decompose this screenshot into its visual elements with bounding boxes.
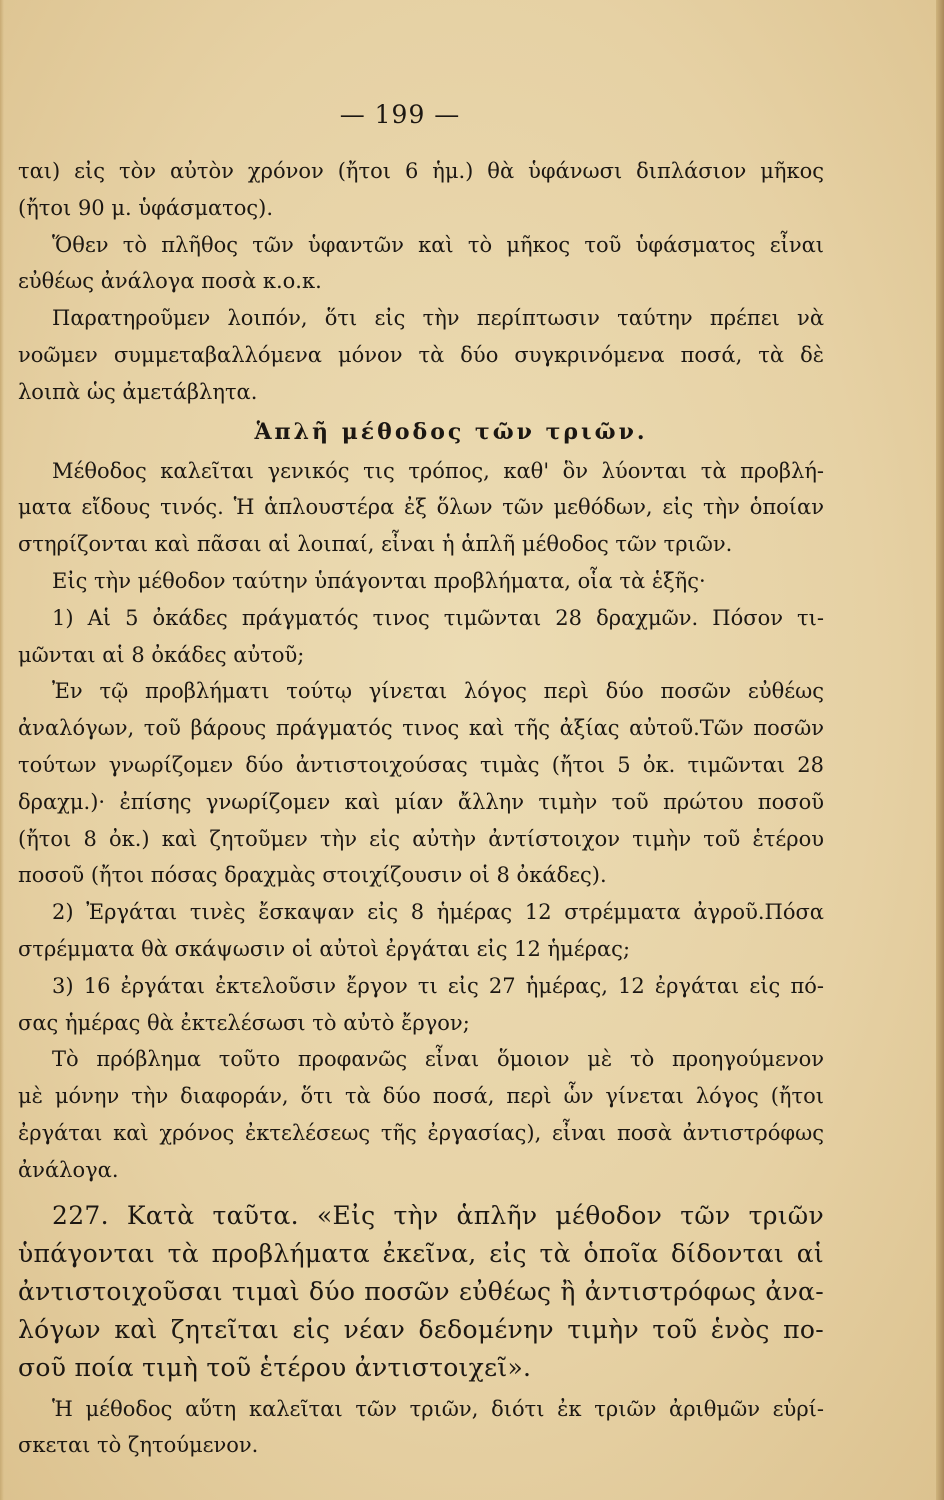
text-line: Μέθοδος καλεῖται γενικός τις τρόπος, καθ' ὃν λύονται τὰ προβλή- <box>52 458 824 483</box>
text-line: Τὸ πρόβλημα τοῦτο προφανῶς εἶναι ὅμοιον μὲ τὸ προηγούμενον <box>52 1047 824 1072</box>
text-line: (ἤτοι 8 ὀκ.) καὶ ζητοῦμεν τὴν εἰς αὐτὴν ἀντίστοιχον τιμὴν τοῦ ἑτέρου <box>18 826 824 851</box>
text-line: 2) Ἐργάται τινὲς ἔσκαψαν εἰς 8 ἡμέρας 12 στρέμματα ἀγροῦ.Πόσα <box>52 900 824 925</box>
text-line: Ὅθεν τὸ πλῆθος τῶν ὑφαντῶν καὶ τὸ μῆκος τοῦ ὑφάσματος εἶναι <box>52 232 824 257</box>
text-line: μὲ μόνην τὴν διαφοράν, ὅτι τὰ δύο ποσά, περὶ ὧν γίνεται λόγος (ἤτοι <box>18 1084 824 1109</box>
text-line: σας ἡμέρας θὰ ἐκτελέσωσι τὸ αὐτὸ ἔργον; <box>18 1010 470 1035</box>
text-line: Ἐν τῷ προβλήματι τούτῳ γίνεται λόγος περὶ δύο ποσῶν εὐθέως <box>52 679 824 704</box>
text-line: 1) Αἱ 5 ὀκάδες πράγματός τινος τιμῶνται 28 δραχμῶν. Πόσον τι- <box>52 605 824 630</box>
rule-text-line: λόγων καὶ ζητεῖται εἰς νέαν δεδομένην τιμὴν τοῦ ἑνὸς πο- <box>18 1314 824 1344</box>
text-line: δραχμ.)· ἐπίσης γνωρίζομεν καὶ μίαν ἄλλην τιμὴν τοῦ πρώτου ποσοῦ <box>18 789 824 814</box>
page-body <box>18 153 824 1464</box>
text-line: σκεται τὸ ζητούμενον. <box>18 1433 259 1458</box>
text-line: τούτων γνωρίζομεν δύο ἀντιστοιχούσας τιμὰς (ἤτοι 5 ὀκ. τιμῶνται 28 <box>18 752 824 777</box>
text-line: (ἤτοι 90 μ. ὑφάσματος). <box>18 195 274 220</box>
section-heading: Ἁπλῆ μέθοδος τῶν τριῶν. <box>254 418 648 445</box>
text-line: ποσοῦ (ἤτοι πόσας δραχμὰς στοιχίζουσιν οἱ 8 ὀκάδες). <box>18 863 607 888</box>
rule-text-line: ἀντιστοιχοῦσαι τιμαὶ δύο ποσῶν εὐθέως ἢ ἀντιστρόφως ἀνα- <box>18 1276 824 1306</box>
page-edge-right <box>936 0 944 1500</box>
text-line: λοιπὰ ὡς ἀμετάβλητα. <box>18 379 258 404</box>
text-line: Ἡ μέθοδος αὕτη καλεῖται τῶν τριῶν, διότι ἐκ τριῶν ἀριθμῶν εὑρί- <box>52 1396 824 1421</box>
text-line: ται) εἰς τὸν αὐτὸν χρόνον (ἤτοι 6 ἡμ.) θὰ ὑφάνωσι διπλάσιον μῆκος <box>18 159 824 183</box>
text-line: εὐθέως ἀνάλογα ποσὰ κ.ο.κ. <box>18 269 322 294</box>
text-line: στηρίζονται καὶ πᾶσαι αἱ λοιπαί, εἶναι ἡ ἁπλῆ μέθοδος τῶν τριῶν. <box>18 532 733 557</box>
text-line: Παρατηροῦμεν λοιπόν, ὅτι εἰς τὴν περίπτωσιν ταύτην πρέπει νὰ <box>52 306 824 331</box>
rule-text-line: ὑπάγονται τὰ προβλήματα ἐκεῖνα, εἰς τὰ ὁποῖα δίδονται αἱ <box>18 1238 824 1268</box>
text-line: ἐργάται καὶ χρόνος ἐκτελέσεως τῆς ἐργασίας), εἶναι ποσὰ ἀντιστρόφως <box>18 1120 824 1145</box>
page-edge-left <box>0 0 4 1500</box>
text-line: μῶνται αἱ 8 ὀκάδες αὐτοῦ; <box>18 642 305 667</box>
text-line: ἀναλόγων, τοῦ βάρους πράγματός τινος καὶ τῆς ἀξίας αὐτοῦ.Τῶν ποσῶν <box>18 716 824 741</box>
rule-text-line: 227. Κατὰ ταῦτα. «Εἰς τὴν ἁπλῆν μέθοδον τῶν τριῶν <box>52 1200 824 1230</box>
text-line: Εἰς τὴν μέθοδον ταύτην ὑπάγονται προβλήματα, οἷα τὰ ἑξῆς· <box>52 568 706 593</box>
text-line: νοῶμεν συμμεταβαλλόμενα μόνον τὰ δύο συγκρινόμενα ποσά, τὰ δὲ <box>18 342 824 367</box>
rule-text-line: σοῦ ποία τιμὴ τοῦ ἑτέρου ἀντιστοιχεῖ». <box>18 1352 532 1382</box>
text-line: ματα εἴδους τινός. Ἡ ἁπλουστέρα ἐξ ὅλων τῶν μεθόδων, εἰς τὴν ὁποίαν <box>18 495 824 520</box>
page-number: — 199 — <box>339 100 461 129</box>
text-line: ἀνάλογα. <box>18 1157 119 1182</box>
text-line: στρέμματα θὰ σκάψωσιν οἱ αὐτοὶ ἐργάται εἰς 12 ἡμέρας; <box>18 936 631 961</box>
text-line: 3) 16 ἐργάται ἐκτελοῦσιν ἔργον τι εἰς 27 ἡμέρας, 12 ἐργάται εἰς πό- <box>52 973 824 998</box>
